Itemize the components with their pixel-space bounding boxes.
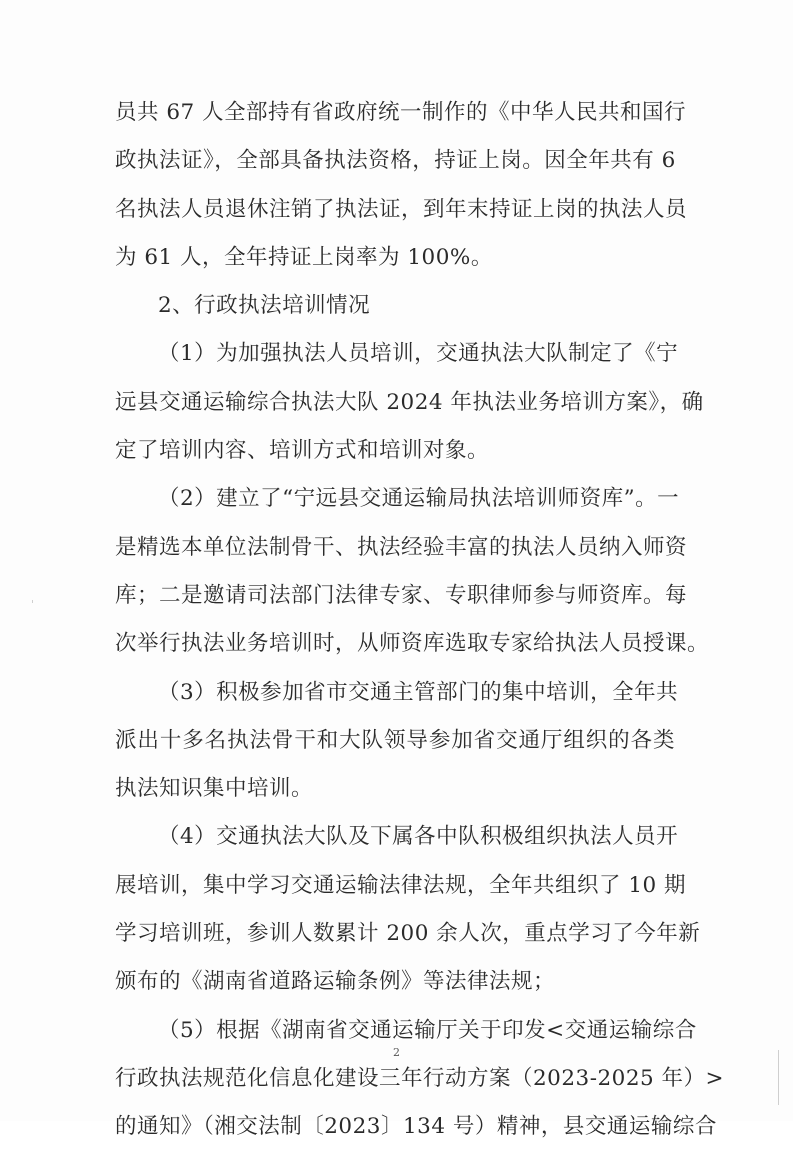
paragraph-p-item-2 [115, 475, 710, 668]
text-line: 员共 67 人全部持有省政府统一制作的《中华人民共和国行 [115, 100, 687, 125]
text-line: 次举行执法业务培训时，从师资库选取专家给执法人员授课。 [115, 631, 710, 657]
text-line: 派出十多名执法骨干和大队领导参加省交通厅组织的各类 [115, 727, 675, 753]
paragraph-p-heading-2 [115, 282, 675, 330]
text-line: 展培训，集中学习交通运输法律法规，全年共组织了 10 期 [115, 872, 687, 898]
text-line: 名执法人员退休注销了执法证，到年末持证上岗的执法人员 [115, 196, 688, 222]
text-line: 政执法证》，全部具备执法资格，持证上岗。因全年共有 6 [115, 148, 676, 174]
text-line: 执法知识集中培训。 [115, 776, 314, 802]
document-body [115, 89, 725, 1152]
text-line: 行政执法规范化信息化建设三年行动方案（2023-2025 年）> [115, 1065, 725, 1091]
text-line: 是精选本单位法制骨干、执法经验丰富的执法人员纳入师资 [115, 534, 688, 560]
paragraph-p-item-1 [115, 330, 704, 475]
page-number: 2 [393, 1046, 400, 1059]
text-line: （5）根据《湖南省交通运输厅关于印发<交通运输综合 [158, 1017, 697, 1043]
text-line: （1）为加强执法人员培训，交通执法大队制定了《宁 [158, 341, 679, 367]
paragraph-p-item-4 [115, 813, 701, 1006]
text-line: 定了培训内容、培训方式和培训对象。 [115, 438, 490, 464]
text-line: 2、行政执法培训情况 [158, 293, 371, 319]
scan-mark [32, 600, 33, 603]
text-line: 库；二是邀请司法部门法律专家、专职律师参与师资库。每 [115, 582, 688, 608]
text-line: （3）积极参加省市交通主管部门的集中培训，全年共 [158, 679, 679, 705]
text-line: （4）交通执法大队及下属各中队积极组织执法人员开 [158, 824, 679, 850]
paragraph-p-item-5 [115, 1007, 725, 1152]
paragraph-p-item-3 [115, 669, 679, 814]
text-line: （2）建立了“宁远县交通运输局执法培训师资库”。一 [158, 486, 680, 512]
text-line: 为 61 人，全年持证上岗率为 100%。 [115, 244, 493, 270]
text-line: 的通知》（湘交法制〔2023〕134 号）精神，县交通运输综合 [115, 1114, 717, 1140]
text-line: 学习培训班，参训人数累计 200 余人次，重点学习了今年新 [115, 921, 701, 947]
text-line: 颁布的《湖南省道路运输条例》等法律法规； [115, 969, 556, 995]
paragraph-p-continued [115, 89, 688, 282]
text-line: 远县交通运输综合执法大队 2024 年执法业务培训方案》，确 [115, 389, 704, 415]
